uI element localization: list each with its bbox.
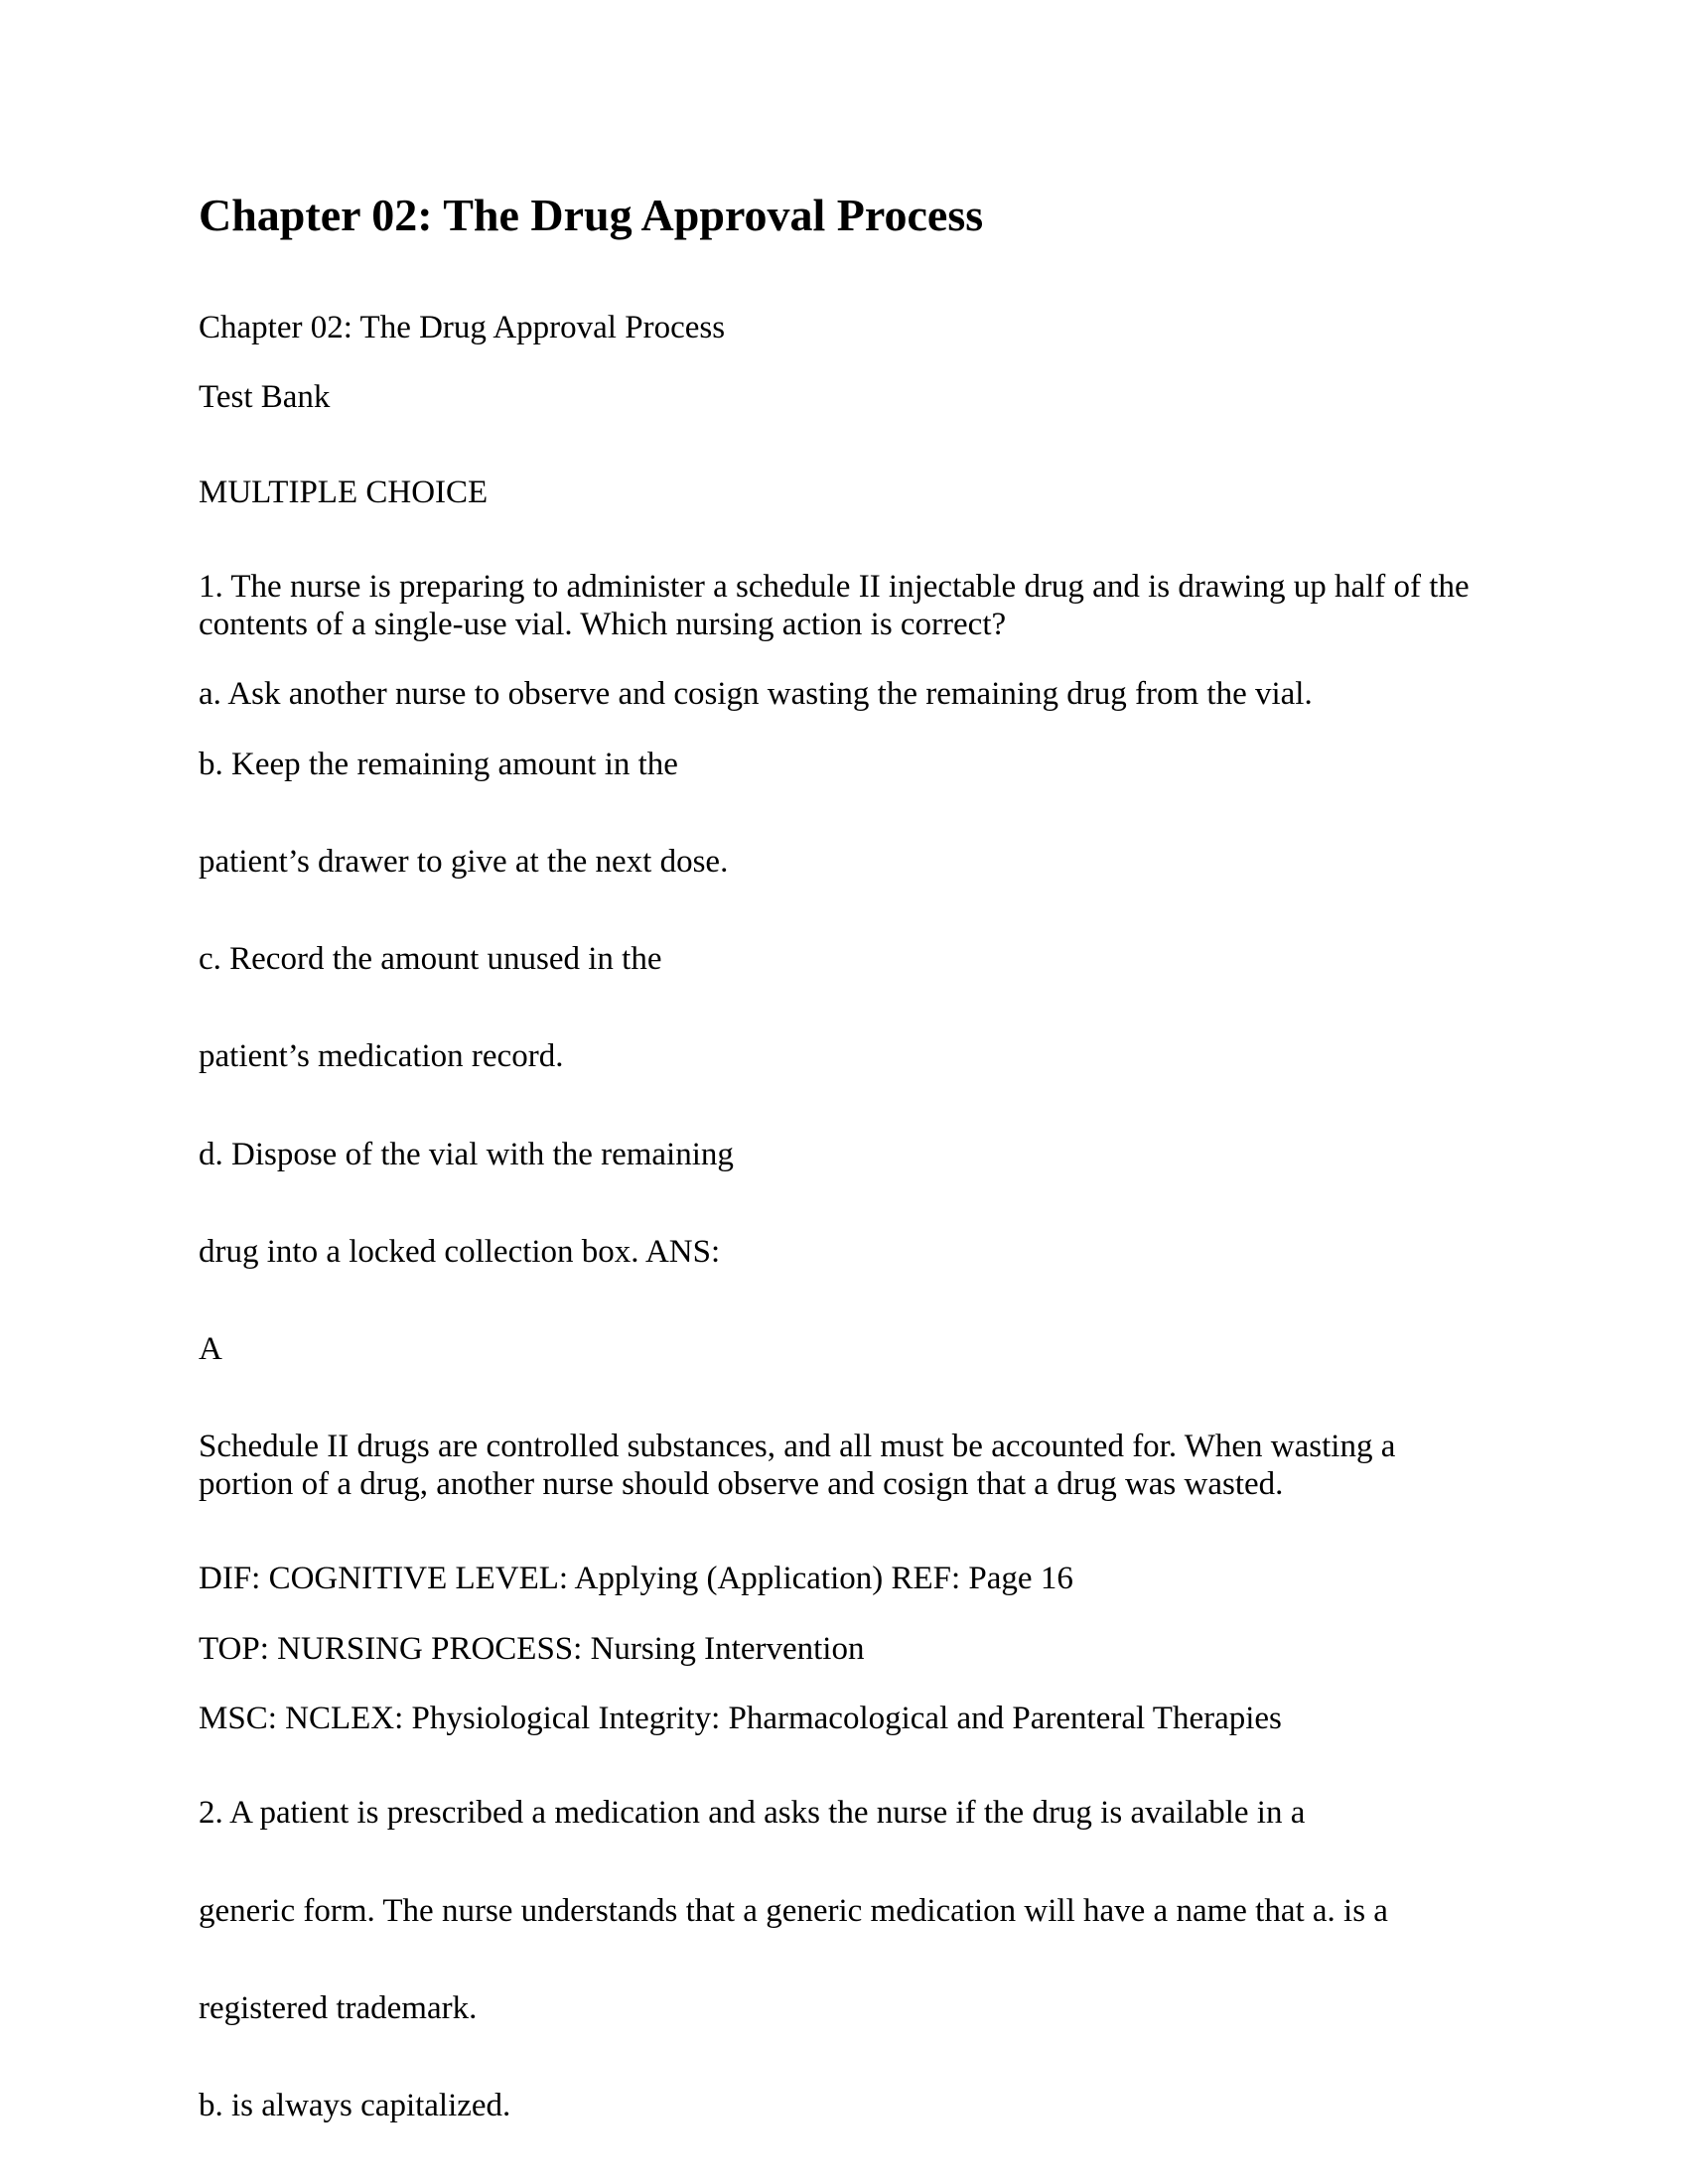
question-2-stem-line-3: registered trademark. (199, 1990, 478, 2026)
question-1-option-d-line-1: d. Dispose of the vial with the remaining (199, 1137, 734, 1172)
question-1-stem-line-2: contents of a single-use vial. Which nursing action is correct? (199, 607, 1007, 642)
question-1-option-c-line-1: c. Record the amount unused in the (199, 941, 662, 977)
question-1-difficulty: DIF: COGNITIVE LEVEL: Applying (Application) REF: Page 16 (199, 1561, 1073, 1596)
question-1-option-b-line-2: patient’s drawer to give at the next dose. (199, 844, 729, 880)
page-title: Chapter 02: The Drug Approval Process (199, 190, 984, 240)
question-2-stem-line-1: 2. A patient is prescribed a medication and asks the nurse if the drug is available in a (199, 1795, 1306, 1831)
question-1-option-c-line-2: patient’s medication record. (199, 1038, 564, 1074)
question-1-msc: MSC: NCLEX: Physiological Integrity: Pharmacological and Parenteral Therapies (199, 1701, 1282, 1736)
question-1-rationale-line-1: Schedule II drugs are controlled substances, and all must be accounted for. When wasting a (199, 1429, 1396, 1464)
chapter-subtitle: Chapter 02: The Drug Approval Process (199, 310, 726, 345)
question-1-rationale-line-2: portion of a drug, another nurse should observe and cosign that a drug was wasted. (199, 1466, 1284, 1502)
question-1-topic: TOP: NURSING PROCESS: Nursing Intervention (199, 1631, 865, 1667)
question-2-option-b: b. is always capitalized. (199, 2088, 511, 2123)
section-heading: MULTIPLE CHOICE (199, 475, 489, 510)
question-2-stem-line-2: generic form. The nurse understands that a generic medication will have a name that a. is a (199, 1893, 1388, 1929)
test-bank-label: Test Bank (199, 379, 331, 415)
question-1-option-b-line-1: b. Keep the remaining amount in the (199, 747, 678, 782)
question-1-option-d-line-2: drug into a locked collection box. ANS: (199, 1234, 721, 1270)
question-1-option-a: a. Ask another nurse to observe and cosign wasting the remaining drug from the vial. (199, 676, 1313, 712)
question-1-answer: A (199, 1331, 222, 1367)
question-1-stem-line-1: 1. The nurse is preparing to administer a schedule II injectable drug and is drawing up half of the (199, 569, 1470, 605)
